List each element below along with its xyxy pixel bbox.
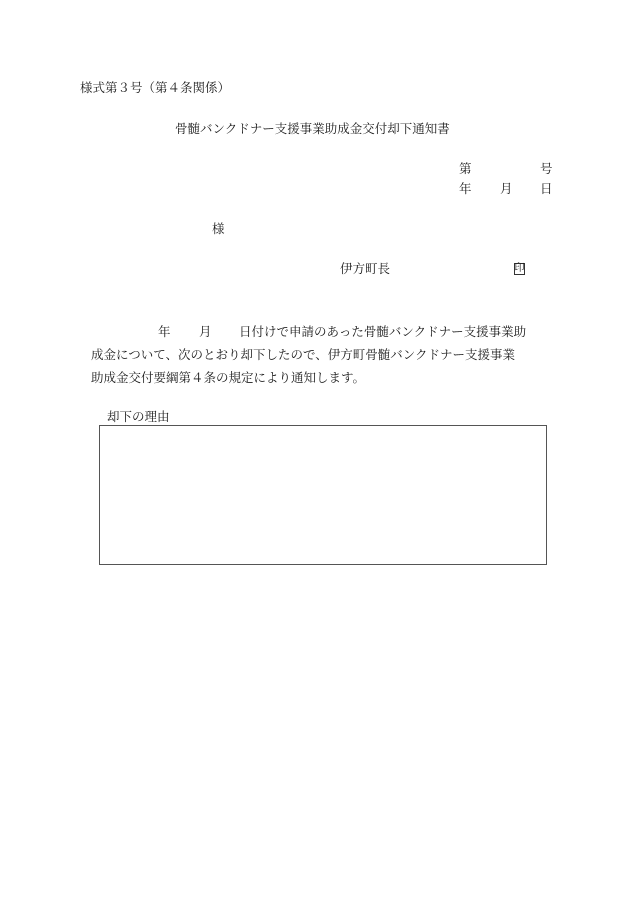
body-text-line-2: 成金について、次のとおり却下したので、伊方町骨髄バンクドナー支援事業 — [91, 347, 516, 362]
body-month-label: 月 — [199, 324, 212, 339]
document-title: 骨髄バンクドナー支援事業助成金交付却下通知書 — [175, 121, 450, 136]
date-day-label: 日 — [540, 181, 553, 196]
date-year-label: 年 — [459, 181, 472, 196]
issuer-name: 伊方町長 — [340, 261, 391, 276]
body-text-line-3: 助成金交付要綱第４条の規定により通知します。 — [91, 370, 366, 385]
doc-number-prefix: 第 — [459, 161, 472, 176]
reason-box[interactable] — [99, 425, 547, 565]
body-year-label: 年 — [158, 324, 171, 339]
date-month-label: 月 — [500, 181, 513, 196]
addressee-honorific: 様 — [212, 221, 225, 236]
seal-icon: 印 — [514, 263, 525, 274]
body-text-line-1: 日付けで申請のあった骨髄バンクドナー支援事業助 — [239, 324, 527, 339]
form-number: 様式第３号（第４条関係） — [80, 80, 231, 95]
reason-label: 却下の理由 — [107, 409, 170, 424]
doc-number-suffix: 号 — [540, 161, 553, 176]
